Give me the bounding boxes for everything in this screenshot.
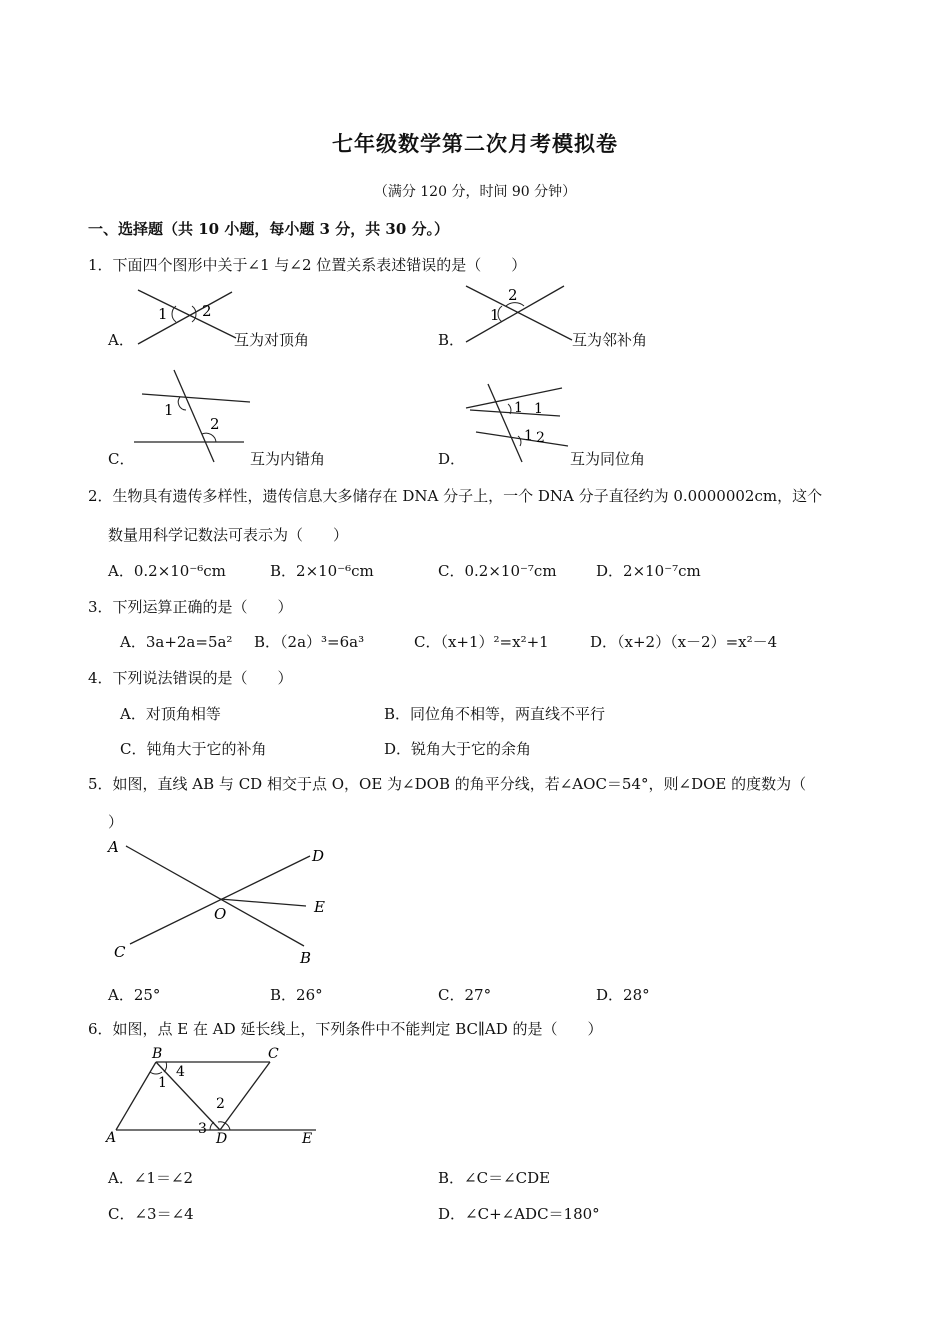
q1-option-d-label: D． [438,450,466,468]
q5-label-a: A [108,838,119,856]
q6-arc-1 [150,1072,162,1074]
q1d-transversal [488,384,522,462]
q1b-line-1 [466,286,572,340]
q1-option-a-label: A． [108,331,134,349]
q1a-line-2 [138,292,232,344]
q1d-angle-1c-label: 1 [534,401,543,417]
q5-option-b: B．26° [270,986,323,1004]
q6-angle-1-label: 1 [158,1075,167,1091]
q1-figure-a [128,284,248,354]
q1-figure-c [132,366,262,466]
q3-option-d: D．（x+2）（x－2）=x²－4 [590,633,778,651]
q1-option-d-text: 互为同位角 [570,450,646,468]
section-heading: 一、选择题（共 10 小题，每小题 3 分，共 30 分。） [88,220,450,238]
q6-angle-2-label: 2 [216,1096,225,1112]
q1-option-b-label: B． [438,331,465,349]
q5-ray-oe [220,899,306,906]
q4-option-b: B．同位角不相等，两直线不平行 [384,705,606,723]
q1c-arc-1 [178,397,186,410]
q6-label-b: B [152,1046,163,1062]
page-title: 七年级数学第二次月考模拟卷 [332,131,618,156]
q1-option-a-text: 互为对顶角 [234,331,310,349]
q1-option-c-label: C． [108,450,135,468]
q1-stem: 1．下面四个图形中关于∠1 与∠2 位置关系表述错误的是（ ） [88,256,527,274]
q1c-angle-1-label: 1 [164,401,174,419]
q1c-transversal [174,370,214,462]
q2-stem-line2: 数量用科学记数法可表示为（ ） [108,526,349,544]
q1b-angle-2-label: 2 [508,286,518,304]
q5-stem-line2: ） [108,813,124,831]
q5-option-c: C．27° [438,986,492,1004]
q5-label-d: D [312,847,325,865]
q6-label-c: C [268,1046,279,1062]
q5-label-c: C [114,943,126,961]
exam-info: （满分 120 分，时间 90 分钟） [373,184,577,200]
q6-option-b: B．∠C＝∠CDE [438,1169,551,1187]
q5-label-b: B [300,949,312,967]
q2-option-b: B．2×10⁻⁶cm [270,562,374,580]
q6-arc-2 [218,1122,230,1130]
q1d-line-3 [476,432,568,446]
q5-line-ab [126,846,304,946]
q5-figure [100,836,340,971]
q6-label-d: D [216,1131,228,1147]
q2-option-d: D．2×10⁻⁷cm [596,562,701,580]
q2-option-a: A．0.2×10⁻⁶cm [108,562,226,580]
q1-option-b-text: 互为邻补角 [572,331,648,349]
q5-option-a: A．25° [108,986,161,1004]
q6-figure [104,1046,334,1146]
q4-option-a: A．对顶角相等 [120,705,221,723]
q6-option-a: A．∠1＝∠2 [108,1169,194,1187]
q1d-angle-1b-label: 1 [524,428,533,444]
q1d-angle-1-label: 1 [514,400,523,416]
q3-option-c: C．（x+1）²=x²+1 [414,633,549,651]
q6-option-d: D．∠C+∠ADC＝180° [438,1205,600,1223]
q6-segment-bd [156,1062,220,1130]
q1-figure-b [462,280,582,350]
q5-label-e: E [314,898,325,916]
q6-segment-cd [220,1062,270,1130]
q6-label-a: A [106,1130,117,1146]
q1d-angle-2-label: 2 [536,430,545,446]
q3-option-b: B．（2a）³=6a³ [254,633,365,651]
q1c-line-top [142,394,250,402]
q1-figure-d [464,380,584,465]
q4-option-d: D．锐角大于它的余角 [384,740,532,758]
q4-option-c: C．钝角大于它的补角 [120,740,267,758]
q6-angle-4-label: 4 [176,1064,185,1080]
q1a-angle-2-label: 2 [202,302,212,320]
q3-option-a: A．3a+2a=5a² [120,633,233,651]
q2-stem-line1: 2．生物具有遗传多样性，遗传信息大多储存在 DNA 分子上，一个 DNA 分子直径约为 0.0000002cm，这个 [88,487,823,505]
q6-angle-3-label: 3 [198,1121,207,1137]
q1d-arc-2 [518,436,521,446]
q1c-angle-2-label: 2 [210,415,220,433]
q2-option-c: C．0.2×10⁻⁷cm [438,562,557,580]
q1a-angle-1-label: 1 [158,305,168,323]
q1-option-c-text: 互为内错角 [250,450,326,468]
q5-label-o: O [214,905,227,923]
q6-label-e: E [302,1131,313,1147]
q6-stem: 6．如图，点 E 在 AD 延长线上，下列条件中不能判定 BC∥AD 的是（ ） [88,1020,603,1038]
q4-stem: 4．下列说法错误的是（ ） [88,669,293,687]
q6-option-c: C．∠3＝∠4 [108,1205,194,1223]
q5-stem-line1: 5．如图，直线 AB 与 CD 相交于点 O，OE 为∠DOB 的角平分线，若∠AOC＝54°，则∠DOE 的度数为（ [88,775,807,793]
q3-stem: 3．下列运算正确的是（ ） [88,598,293,616]
q5-option-d: D．28° [596,986,650,1004]
q5-line-cd [130,856,310,944]
q1b-angle-1-label: 1 [490,306,500,324]
